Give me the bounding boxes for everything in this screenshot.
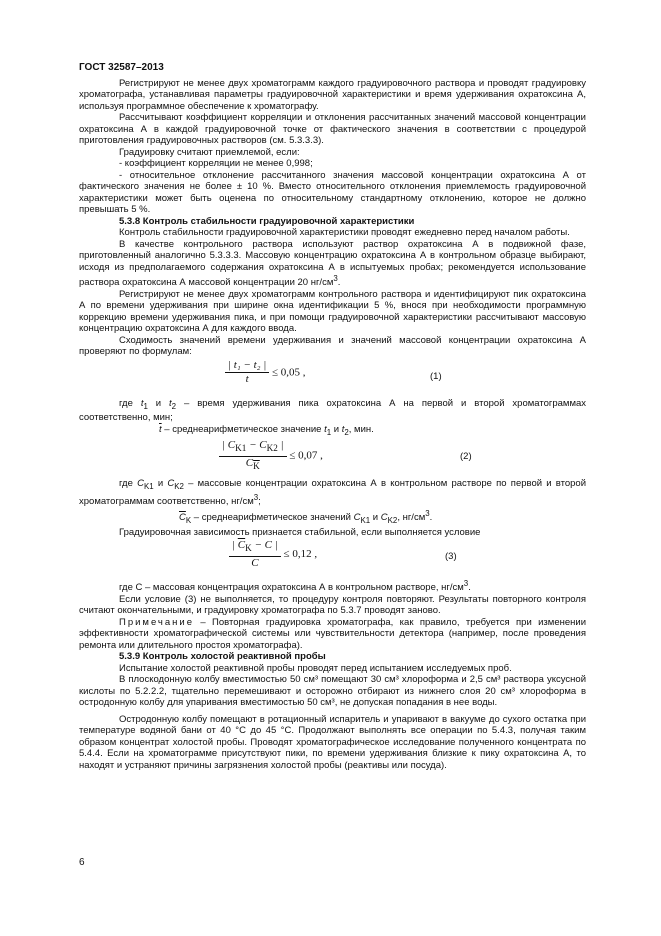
formula-number: (2) [460, 450, 472, 462]
formula-3: $\frac{| \overline{C}_K - C |}{C}$ ≤ 0,12 , (3) [79, 540, 586, 576]
formula-1: $\frac{\text{| t₁ − t₂ |}}{t}$ ≤ 0,05 , (1) [79, 360, 586, 396]
where-clause: где $t_1$ и $t_2$ – время удерживания пика охратоксина А на первой и второй хроматограммах соответственно, мин; [79, 397, 587, 424]
paragraph: Остродонную колбу помещают в ротационный испаритель и упаривают в вакууме до сухого остатка при температуре водяной бани от 40 °С до 45 °С. Продолжают выполнять все операции по 5.4.3, получая таким образом концентрат холостой пробы. Проводят хроматографическое исследование полученного концентрата по 5.4.4. Если на хроматограмме присутствуют пики, по времени удерживания близкие к пику охратоксина А, то находят и устраняют причины загрязнения холостой пробы (реактивы или посуда). [79, 713, 586, 771]
where-clause: где $C_{K1}$ и $C_{K2}$ – массовые концентрации охратоксина А в контрольном растворе по первой и второй хроматограммам соответственно, $нг/см^3$; [79, 477, 587, 508]
paragraph: Рассчитывают коэффициент корреляции и отклонения рассчитанных значений массовой концентрации охратоксина А в каждой градуировочной точке от фактического значения в соответствии с процедурой приготовления градуировочных растворов (см. 5.3.3.3). [79, 112, 586, 146]
formula-number: (3) [445, 551, 457, 563]
document-header: ГОСТ 32587–2013 [79, 62, 164, 73]
paragraph: Испытание холостой реактивной пробы проводят перед испытанием исследуемых проб. [119, 662, 512, 674]
paragraph: Если условие (3) не выполняется, то процедуру контроля повторяют. Результаты повторного контроля считают окончательными, и градуировку хроматографа по 5.3.7 проводят заново. [79, 593, 586, 617]
where-clause: $\overline{t}$ – среднеарифметическое значение $t_1$ и $t_2$, мин. [159, 423, 374, 437]
paragraph: В качестве контрольного раствора используют раствор охратоксина А в подвижной фазе, приготовленный аналогично 5.3.3.3. Массовую концентрацию охратоксина А в контрольном образце выбирают, исходя из предполагаемого содержания охратоксина А в испытуемых пробах; рекомендуется использование раствора охратоксина А массовой концентрации 20 $нг/см^3$. [79, 238, 586, 289]
paragraph: Контроль стабильности градуировочной характеристики проводят ежедневно перед началом работы. [119, 227, 570, 238]
paragraph: Регистрируют не менее двух хроматограмм каждого градуировочного раствора и проводят градуировку хроматографа, устанавливая параметры градуировочной характеристики и время удерживания охратоксина А, используя программное обеспечение к хроматографу. [79, 77, 586, 112]
formula-2: $\frac{| C_{K1} - C_{K2} |}{C_K}$ ≤ 0,07 , (2) [79, 440, 586, 476]
where-clause: $\overline{C}_K$ – среднеарифметическое значений $C_{K1}$ и $C_{K2}$, $нг/см^3$. [179, 508, 433, 526]
paragraph: Сходимость значений времени удерживания и значений массовой концентрации охратоксина А проверяют по формулам: [79, 334, 586, 358]
formula-number: (1) [430, 370, 442, 382]
section-heading-5-3-9: 5.3.9 Контроль холостой реактивной пробы [119, 651, 326, 663]
paragraph: Градуировку считают приемлемой, если: [119, 146, 300, 158]
note: Примечание – Повторная градуировка хроматографа, как правило, требуется при изменении эффективности хроматографической системы или чувствительности детектора (например, после проведения ремонта или длительного простоя хроматографа). [79, 616, 586, 651]
where-clause: где C – массовая концентрация охратоксина А в контрольном растворе, $нг/см^3$. [119, 579, 471, 594]
note-label: Примечание [119, 616, 194, 628]
page-number: 6 [79, 857, 85, 868]
paragraph: - коэффициент корреляции не менее 0,998; [119, 158, 313, 169]
paragraph: - относительное отклонение рассчитанного значения массовой концентрации охратоксина А от фактического значения не более ± 10 %. Вместо относительного отклонения приемлемость градуировочной характеристики может быть оценена по относительному стандартному отклонению, которое не должно превышать 5 %. [79, 169, 586, 215]
document-page [79, 62, 586, 771]
paragraph: Градуировочная зависимость признается стабильной, если выполняется условие [119, 526, 481, 538]
section-heading-5-3-8: 5.3.8 Контроль стабильности градуировочной характеристики [119, 215, 415, 227]
paragraph: Регистрируют не менее двух хроматограмм контрольного раствора и идентифицируют пик охратоксина А по времени удерживания при ширине окна идентификации 5 %, внося при необходимости программную коррекцию времени удерживания пика, и при помощи градуировочной характеристики рассчитывают массовую концентрацию охратоксина А для каждого ввода. [79, 288, 586, 335]
paragraph: В плоскодонную колбу вместимостью 50 см³ помещают 30 см³ хлороформа и 2,5 см³ раствора уксусной кислоты по 5.2.2.2, тщательно перемешивают и осторожно отбирают из нижнего слоя 20 см³ хлороформа в остродонную колбу для упаривания вместимостью 50 см³, не допуская попадания в нее воды. [79, 674, 586, 709]
